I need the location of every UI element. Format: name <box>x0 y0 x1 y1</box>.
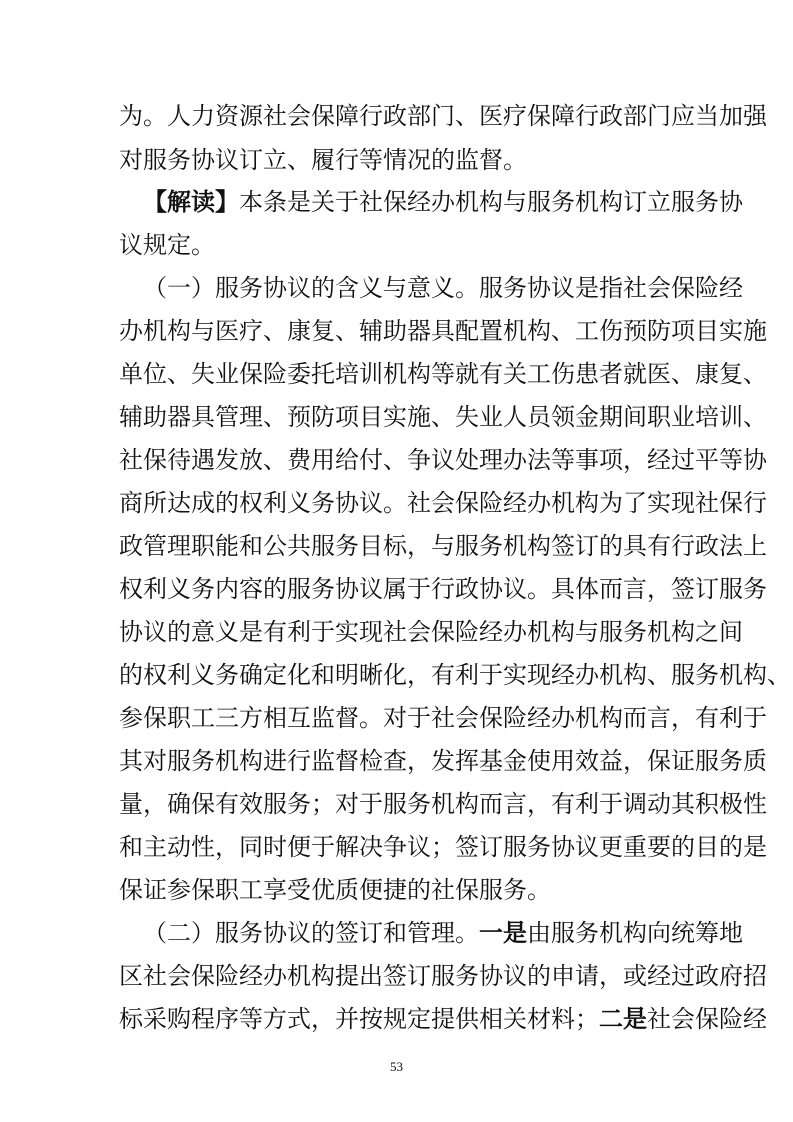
text-line: 辅助器具管理、预防项目实施、失业人员领金期间职业培训、 <box>119 403 767 431</box>
text-span: 由服务机构向统筹地 <box>527 919 743 947</box>
text-line: （一）服务协议的含义与意义。服务协议是指社会保险经 <box>143 274 743 302</box>
text-span: 本条是关于社保经办机构与服务机构订立服务协 <box>239 188 743 216</box>
text-span: 标采购程序等方式，并按规定提供相关材料； <box>119 1005 599 1033</box>
text-line: 保证参保职工享受优质便捷的社保服务。 <box>119 876 551 904</box>
text-line: 议规定。 <box>119 231 215 259</box>
enumeration-marker: 一是 <box>479 918 527 947</box>
section-heading: （二）服务协议的签订和管理。 <box>143 919 479 947</box>
text-line: 办机构与医疗、康复、辅助器具配置机构、工伤预防项目实施 <box>119 317 767 345</box>
text-line: 参保职工三方相互监督。对于社会保险经办机构而言，有利于 <box>119 704 767 732</box>
text-line: 协议的意义是有利于实现社会保险经办机构与服务机构之间 <box>119 618 743 646</box>
text-line <box>119 1004 767 1034</box>
text-line <box>143 918 743 948</box>
text-line: 权利义务内容的服务协议属于行政协议。具体而言，签订服务 <box>119 575 767 603</box>
text-line: 其对服务机构进行监督检查，发挥基金使用效益，保证服务质 <box>119 747 767 775</box>
text-span: 社会保险经 <box>647 1005 767 1033</box>
enumeration-marker: 二是 <box>599 1004 647 1033</box>
text-line: 商所达成的权利义务协议。社会保险经办机构为了实现社保行 <box>119 489 767 517</box>
text-line: 和主动性，同时便于解决争议；签订服务协议更重要的目的是 <box>119 833 767 861</box>
text-line <box>143 187 743 217</box>
text-line: 的权利义务确定化和明晰化，有利于实现经办机构、服务机构、 <box>119 661 791 689</box>
interpretation-label: 【解读】 <box>143 187 239 216</box>
text-line: 为。人力资源社会保障行政部门、医疗保障行政部门应当加强 <box>119 102 767 130</box>
text-line: 量，确保有效服务；对于服务机构而言，有利于调动其积极性 <box>119 790 767 818</box>
text-line: 单位、失业保险委托培训机构等就有关工伤患者就医、康复、 <box>119 360 767 388</box>
text-line: 区社会保险经办机构提出签订服务协议的申请，或经过政府招 <box>119 962 767 990</box>
text-line: 政管理职能和公共服务目标，与服务机构签订的具有行政法上 <box>119 532 767 560</box>
text-line: 社保待遇发放、费用给付、争议处理办法等事项，经过平等协 <box>119 446 767 474</box>
page-number: 53 <box>390 1059 403 1074</box>
text-line: 对服务协议订立、履行等情况的监督。 <box>119 146 527 174</box>
